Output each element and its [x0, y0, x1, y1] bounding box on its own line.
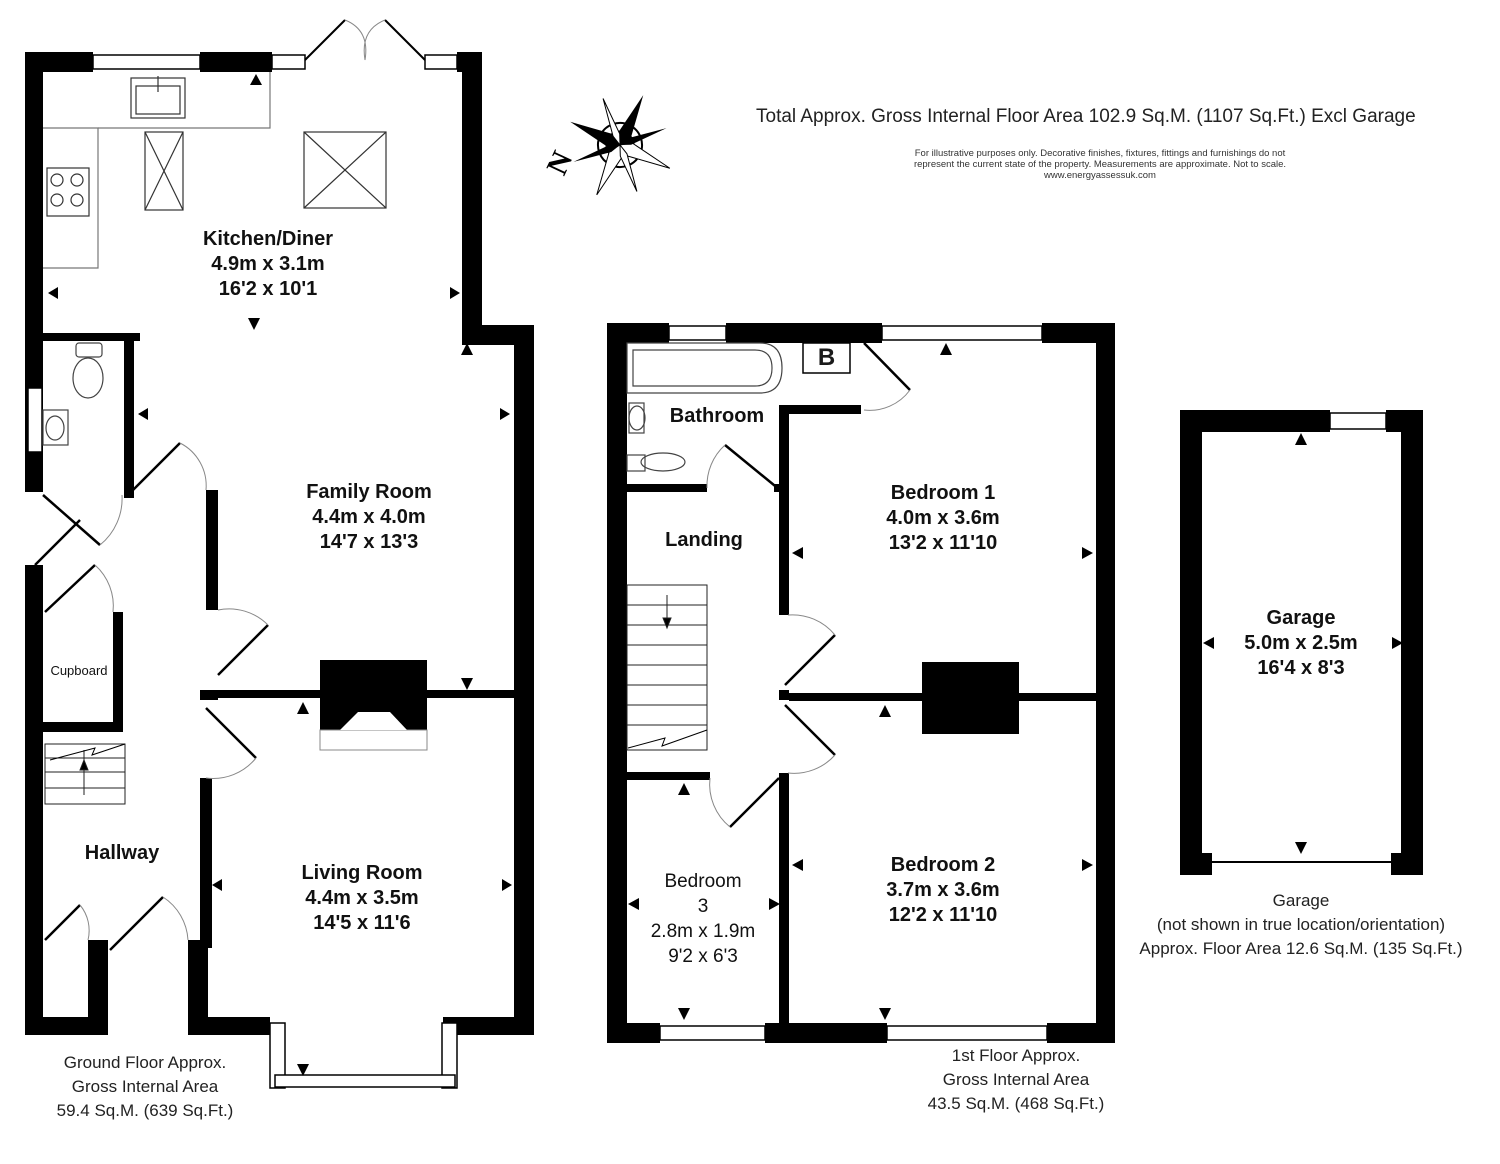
landing-stairs — [627, 585, 707, 750]
cupboard-name: Cupboard — [50, 663, 108, 678]
family-imperial: 14'7 x 13'3 — [319, 531, 419, 553]
ground-floor-caption — [30, 1051, 260, 1123]
first-floor-caption — [906, 1044, 1126, 1116]
hallway-name: Hallway — [84, 842, 160, 864]
kitchen-imperial: 16'2 x 10'1 — [218, 278, 318, 300]
living-name: Living Room — [301, 862, 423, 884]
bathroom-name: Bathroom — [669, 405, 765, 427]
bedroom2-imperial: 12'2 x 11'10 — [888, 904, 998, 926]
garage-window — [1330, 413, 1386, 429]
bedroom3-imperial: 9'2 x 6'3 — [668, 946, 738, 967]
boiler-label: B — [817, 344, 836, 371]
hallway-stairs — [45, 744, 125, 804]
bedroom1-metric: 4.0m x 3.6m — [886, 507, 1000, 529]
wc-fixtures — [43, 343, 103, 445]
garage-caption-line1: Garage — [1272, 891, 1330, 910]
french-doors — [305, 20, 425, 60]
ground-caption-line3: 59.4 Sq.M. (639 Sq.Ft.) — [56, 1101, 234, 1120]
bedroom3-metric: 2.8m x 1.9m — [650, 921, 756, 942]
landing-name: Landing — [665, 529, 743, 551]
ground-caption-line2: Gross Internal Area — [71, 1077, 219, 1096]
bedroom2-room — [843, 853, 1043, 928]
bedroom1-room — [843, 481, 1043, 556]
garage-name: Garage — [1266, 607, 1336, 629]
family-room — [269, 480, 469, 555]
website: www.energyassessuk.com — [1044, 170, 1156, 181]
garage-imperial: 16'4 x 8'3 — [1257, 657, 1345, 679]
bedroom1-imperial: 13'2 x 11'10 — [888, 532, 998, 554]
bedroom3-room — [633, 869, 773, 969]
north-label: N — [540, 146, 580, 180]
kitchen-room — [168, 227, 368, 302]
family-name: Family Room — [306, 481, 432, 503]
garage-room — [1201, 606, 1401, 681]
garage-caption — [1120, 889, 1482, 961]
garage-metric: 5.0m x 2.5m — [1244, 632, 1358, 654]
total-area: Total Approx. Gross Internal Floor Area 102.9 Sq.M. (1107 Sq.Ft.) Excl Garage — [756, 106, 1416, 127]
family-metric: 4.4m x 4.0m — [312, 506, 426, 528]
bedroom2-name: Bedroom 2 — [890, 854, 996, 876]
bedroom3-name-line2: 3 — [697, 896, 709, 917]
disclaimer-line1: For illustrative purposes only. Decorative finishes, fixtures, fittings and furnishings do not — [914, 148, 1286, 159]
garage-caption-line3: Approx. Floor Area 12.6 Sq.M. (135 Sq.Ft.) — [1139, 939, 1463, 958]
first-caption-line3: 43.5 Sq.M. (468 Sq.Ft.) — [927, 1094, 1105, 1113]
first-caption-line1: 1st Floor Approx. — [951, 1046, 1081, 1065]
living-room — [262, 861, 462, 936]
bedroom2-metric: 3.7m x 3.6m — [886, 879, 1000, 901]
disclaimer-line2: represent the current state of the property. Measurements are approximate. Not to scale. — [913, 159, 1287, 170]
garage-caption-line2: (not shown in true location/orientation) — [1156, 915, 1446, 934]
living-metric: 4.4m x 3.5m — [305, 887, 419, 909]
first-caption-line2: Gross Internal Area — [942, 1070, 1090, 1089]
ground-caption-line1: Ground Floor Approx. — [63, 1053, 227, 1072]
bedroom3-name-line1: Bedroom — [664, 871, 742, 892]
hearth — [320, 730, 427, 750]
kitchen-metric: 4.9m x 3.1m — [211, 253, 325, 275]
compass-rose-icon — [547, 72, 693, 218]
living-imperial: 14'5 x 11'6 — [313, 912, 411, 934]
bedroom1-name: Bedroom 1 — [890, 482, 996, 504]
kitchen-name: Kitchen/Diner — [202, 228, 334, 250]
